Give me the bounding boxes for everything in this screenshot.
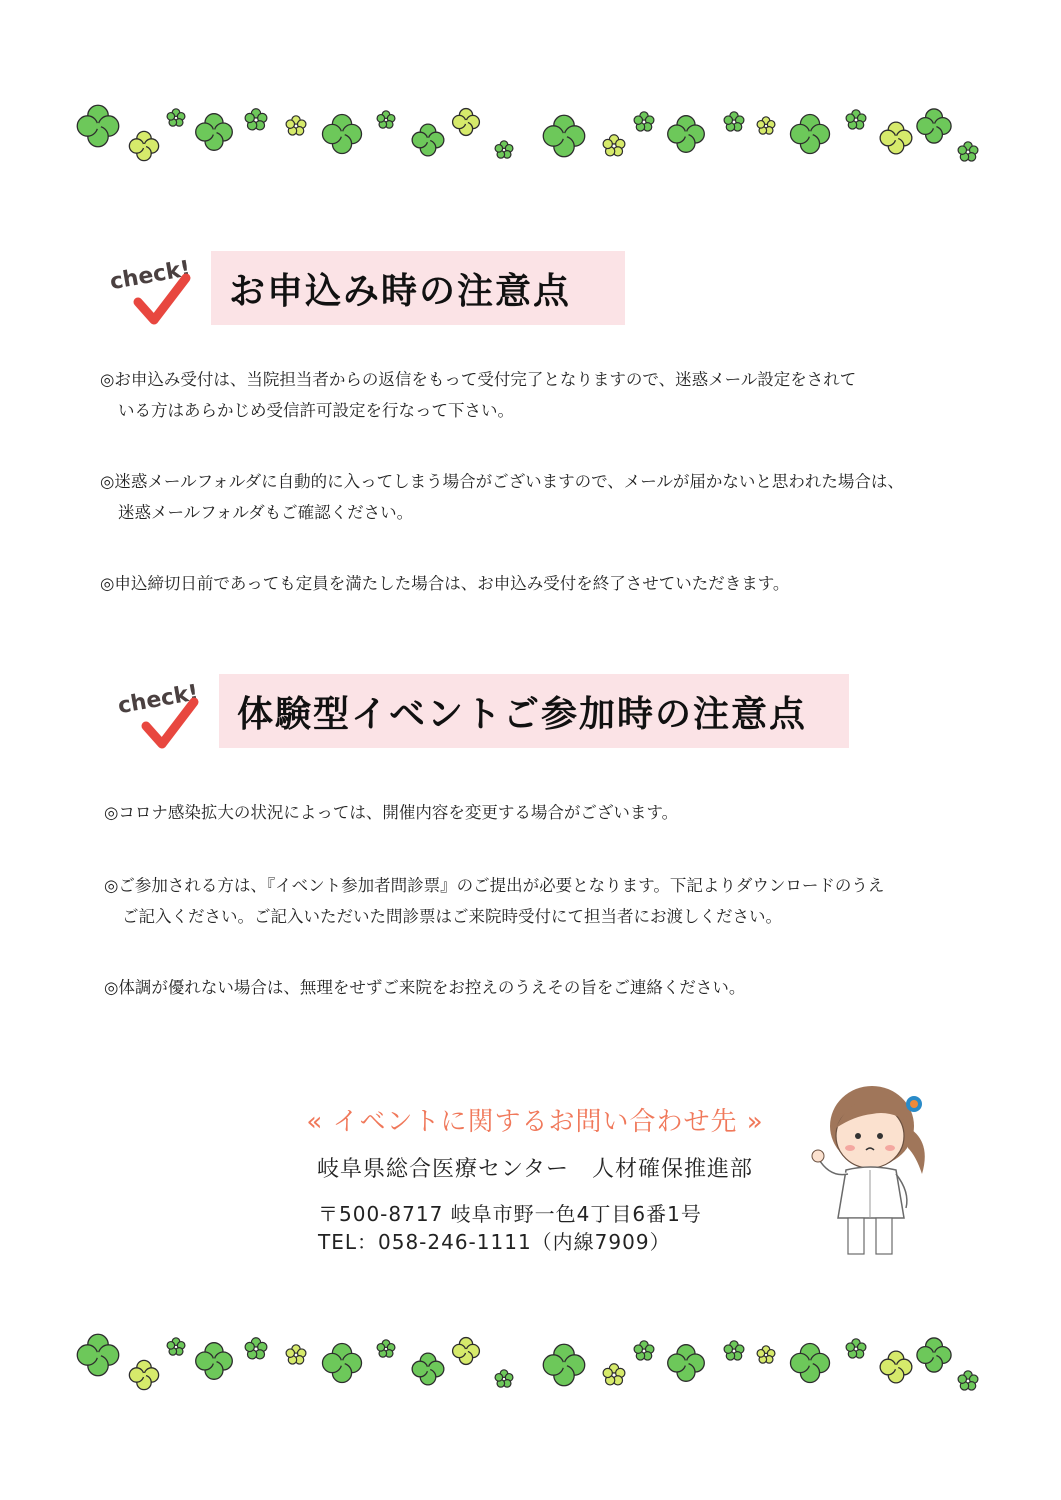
clover-icon <box>790 1343 829 1382</box>
section1-note-2 <box>100 466 1000 528</box>
bottom-clover-border <box>64 1325 994 1415</box>
clover-icon <box>917 109 951 143</box>
clover-icon <box>322 114 361 153</box>
clover-icon <box>77 1334 118 1375</box>
nurse-character-icon <box>810 1078 950 1263</box>
section1-note-1 <box>100 364 980 426</box>
clover-icon <box>543 115 584 156</box>
check-badge-icon <box>102 248 212 328</box>
note-line: ◎お申込み受付は、当院担当者からの返信をもって受付完了となりますので、迷惑メール設定をされて <box>100 370 857 389</box>
clover-icon <box>286 116 306 135</box>
section2-note-1 <box>104 797 984 828</box>
top-clover-border <box>64 96 994 186</box>
clover-icon <box>322 1343 361 1382</box>
clover-icon <box>668 1345 705 1382</box>
section1-note-3 <box>100 568 980 599</box>
note-line: ◎迷惑メールフォルダに自動的に入ってしまう場合がございますので、メールが届かないと思われた場合は、 <box>100 472 904 491</box>
contact-address: 〒500-8717 岐阜市野一色4丁目6番1号 <box>318 1202 702 1226</box>
clover-icon <box>167 109 185 126</box>
clover-icon <box>77 105 118 146</box>
clover-icon <box>917 1338 951 1372</box>
clover-icon <box>453 1338 480 1365</box>
contact-title: « イベントに関するお問い合わせ先 » <box>306 1107 764 1137</box>
clover-icon <box>543 1344 584 1385</box>
clover-icon <box>846 1339 866 1358</box>
clover-icon <box>377 1340 395 1357</box>
clover-icon <box>377 111 395 128</box>
check-badge-icon <box>110 672 220 752</box>
clover-icon <box>495 1370 513 1387</box>
note-line: ご記入ください。ご記入いただいた問診票はご来院時受付にて担当者にお渡しください。 <box>122 907 782 926</box>
note-line: 迷惑メールフォルダもご確認ください。 <box>118 503 414 522</box>
clover-icon <box>634 112 654 131</box>
clover-icon <box>724 112 744 131</box>
clover-icon <box>846 110 866 129</box>
note-line: ◎ご参加される方は、『イベント参加者問診票』のご提出が必要となります。下記よりダウンロードのうえ <box>104 876 885 895</box>
check-badge-text: check! <box>108 256 193 296</box>
section2-note-3 <box>104 972 984 1003</box>
clover-icon <box>958 1371 978 1390</box>
note-line: ◎コロナ感染拡大の状況によっては、開催内容を変更する場合がございます。 <box>104 803 679 822</box>
clover-icon <box>757 1346 775 1363</box>
clover-icon <box>724 1341 744 1360</box>
clover-icon <box>603 135 625 156</box>
clover-icon <box>453 109 480 136</box>
clover-icon <box>603 1364 625 1385</box>
clover-icon <box>958 142 978 161</box>
clover-icon <box>167 1338 185 1355</box>
clover-icon <box>412 124 444 156</box>
section2-note-2 <box>104 870 984 932</box>
note-line: いる方はあらかじめ受信許可設定を行なって下さい。 <box>118 401 514 420</box>
check-badge-text: check! <box>116 680 201 720</box>
clover-icon <box>245 109 267 130</box>
clover-icon <box>129 1360 158 1389</box>
note-line: ◎申込締切日前であっても定員を満たした場合は、お申込み受付を終了させていただきます。 <box>100 574 790 593</box>
clover-icon <box>668 116 705 153</box>
clover-icon <box>412 1353 444 1385</box>
clover-icon <box>880 1351 912 1383</box>
clover-icon <box>286 1345 306 1364</box>
clover-icon <box>790 114 829 153</box>
contact-organization: 岐阜県総合医療センター 人材確保推進部 <box>316 1157 754 1182</box>
clover-icon <box>880 122 912 154</box>
clover-icon <box>495 141 513 158</box>
clover-icon <box>129 131 158 160</box>
note-line: ◎体調が優れない場合は、無理をせずご来院をお控えのうえその旨をご連絡ください。 <box>104 978 746 997</box>
clover-icon <box>196 114 233 151</box>
clover-icon <box>634 1341 654 1360</box>
clover-icon <box>245 1338 267 1359</box>
contact-tel: TEL：058-246-1111（内線7909） <box>318 1230 671 1254</box>
clover-icon <box>196 1343 233 1380</box>
clover-icon <box>757 117 775 134</box>
section2-heading: 体験型イベントご参加時の注意点 <box>219 674 849 748</box>
section1-heading: お申込み時の注意点 <box>211 251 625 325</box>
